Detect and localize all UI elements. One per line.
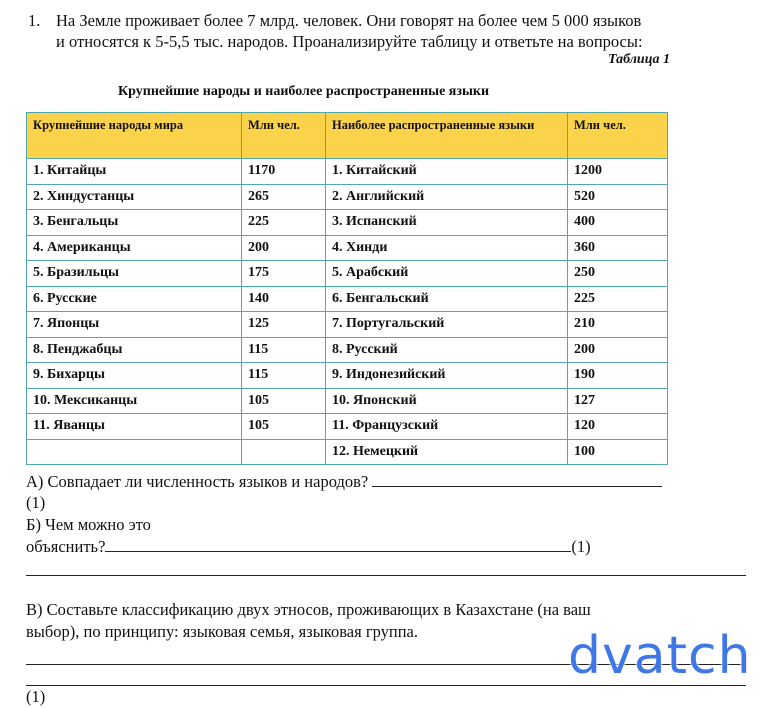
table-row [27, 388, 668, 414]
people-mln-cell: 225 [242, 210, 326, 236]
people-name-cell: 4. Американцы [27, 235, 242, 261]
dvatch-watermark-logo: dvatch [568, 626, 752, 686]
question-c-line-1: В) Составьте классификацию двух этносов, проживающих в Казахстане (на ваш [26, 600, 591, 619]
people-name-cell: 6. Русские [27, 286, 242, 312]
header-peoples: Крупнейшие народы мира [27, 113, 242, 159]
table-row [27, 337, 668, 363]
language-mln-cell: 210 [568, 312, 668, 338]
intro-line-2: и относятся к 5-5,5 тыс. народов. Проанализируйте таблицу и ответьте на вопросы: [56, 32, 643, 51]
table-row [27, 414, 668, 440]
table-row [27, 439, 668, 465]
people-name-cell: 2. Хиндустанцы [27, 184, 242, 210]
table-row [27, 286, 668, 312]
language-name-cell: 10. Японский [326, 388, 568, 414]
people-mln-cell: 115 [242, 337, 326, 363]
table-row [27, 184, 668, 210]
people-mln-cell: 105 [242, 414, 326, 440]
people-mln-cell: 1170 [242, 159, 326, 185]
question-b-line-1: Б) Чем можно это [26, 515, 151, 534]
language-mln-cell: 1200 [568, 159, 668, 185]
table-row [27, 312, 668, 338]
language-mln-cell: 400 [568, 210, 668, 236]
people-name-cell: 9. Бихарцы [27, 363, 242, 389]
people-name-cell: 1. Китайцы [27, 159, 242, 185]
question-c-line-2: выбор), по принципу: языковая семья, языковая группа. [26, 622, 418, 641]
language-mln-cell: 200 [568, 337, 668, 363]
people-mln-cell [242, 439, 326, 465]
people-mln-cell: 175 [242, 261, 326, 287]
question-b-text: объяснить? [26, 537, 106, 556]
people-mln-cell: 115 [242, 363, 326, 389]
table-row [27, 363, 668, 389]
header-languages: Наиболее распространенные языки [326, 113, 568, 159]
language-mln-cell: 520 [568, 184, 668, 210]
answer-b-extra-line[interactable] [26, 575, 746, 576]
people-mln-cell: 265 [242, 184, 326, 210]
people-name-cell [27, 439, 242, 465]
question-a-text: А) Совпадает ли численность языков и народов? [26, 472, 369, 491]
language-mln-cell: 127 [568, 388, 668, 414]
answer-b-line[interactable] [105, 551, 571, 552]
table-row [27, 261, 668, 287]
language-name-cell: 12. Немецкий [326, 439, 568, 465]
people-mln-cell: 125 [242, 312, 326, 338]
question-c-score: (1) [26, 687, 46, 706]
answer-a-line[interactable] [372, 486, 662, 487]
task-number: 1. [28, 11, 41, 30]
language-mln-cell: 120 [568, 414, 668, 440]
language-mln-cell: 250 [568, 261, 668, 287]
people-mln-cell: 140 [242, 286, 326, 312]
people-mln-cell: 200 [242, 235, 326, 261]
people-mln-cell: 105 [242, 388, 326, 414]
language-name-cell: 5. Арабский [326, 261, 568, 287]
language-name-cell: 3. Испанский [326, 210, 568, 236]
language-mln-cell: 225 [568, 286, 668, 312]
language-name-cell: 2. Английский [326, 184, 568, 210]
language-mln-cell: 360 [568, 235, 668, 261]
language-name-cell: 9. Индонезийский [326, 363, 568, 389]
people-name-cell: 5. Бразильцы [27, 261, 242, 287]
language-mln-cell: 190 [568, 363, 668, 389]
header-peoples-mln: Млн чел. [242, 113, 326, 159]
people-name-cell: 10. Мексиканцы [27, 388, 242, 414]
people-name-cell: 7. Японцы [27, 312, 242, 338]
table-header-row [27, 113, 668, 159]
language-name-cell: 7. Португальский [326, 312, 568, 338]
language-mln-cell: 100 [568, 439, 668, 465]
language-name-cell: 1. Китайский [326, 159, 568, 185]
header-languages-mln: Млн чел. [568, 113, 668, 159]
question-a [26, 472, 662, 492]
question-a-score: (1) [26, 493, 46, 512]
table-row [27, 210, 668, 236]
table-title: Крупнейшие народы и наиболее распространенные языки [118, 84, 490, 99]
question-b-score: (1) [571, 537, 591, 556]
table-row [27, 159, 668, 185]
people-name-cell: 8. Пенджабцы [27, 337, 242, 363]
peoples-languages-table [26, 112, 668, 465]
language-name-cell: 8. Русский [326, 337, 568, 363]
people-name-cell: 3. Бенгальцы [27, 210, 242, 236]
people-name-cell: 11. Яванцы [27, 414, 242, 440]
language-name-cell: 6. Бенгальский [326, 286, 568, 312]
table-label: Таблица 1 [608, 52, 670, 67]
language-name-cell: 11. Французский [326, 414, 568, 440]
language-name-cell: 4. Хинди [326, 235, 568, 261]
question-b [26, 537, 591, 557]
table-row [27, 235, 668, 261]
intro-line-1: На Земле проживает более 7 млрд. человек. Они говорят на более чем 5 000 языков [56, 11, 642, 30]
